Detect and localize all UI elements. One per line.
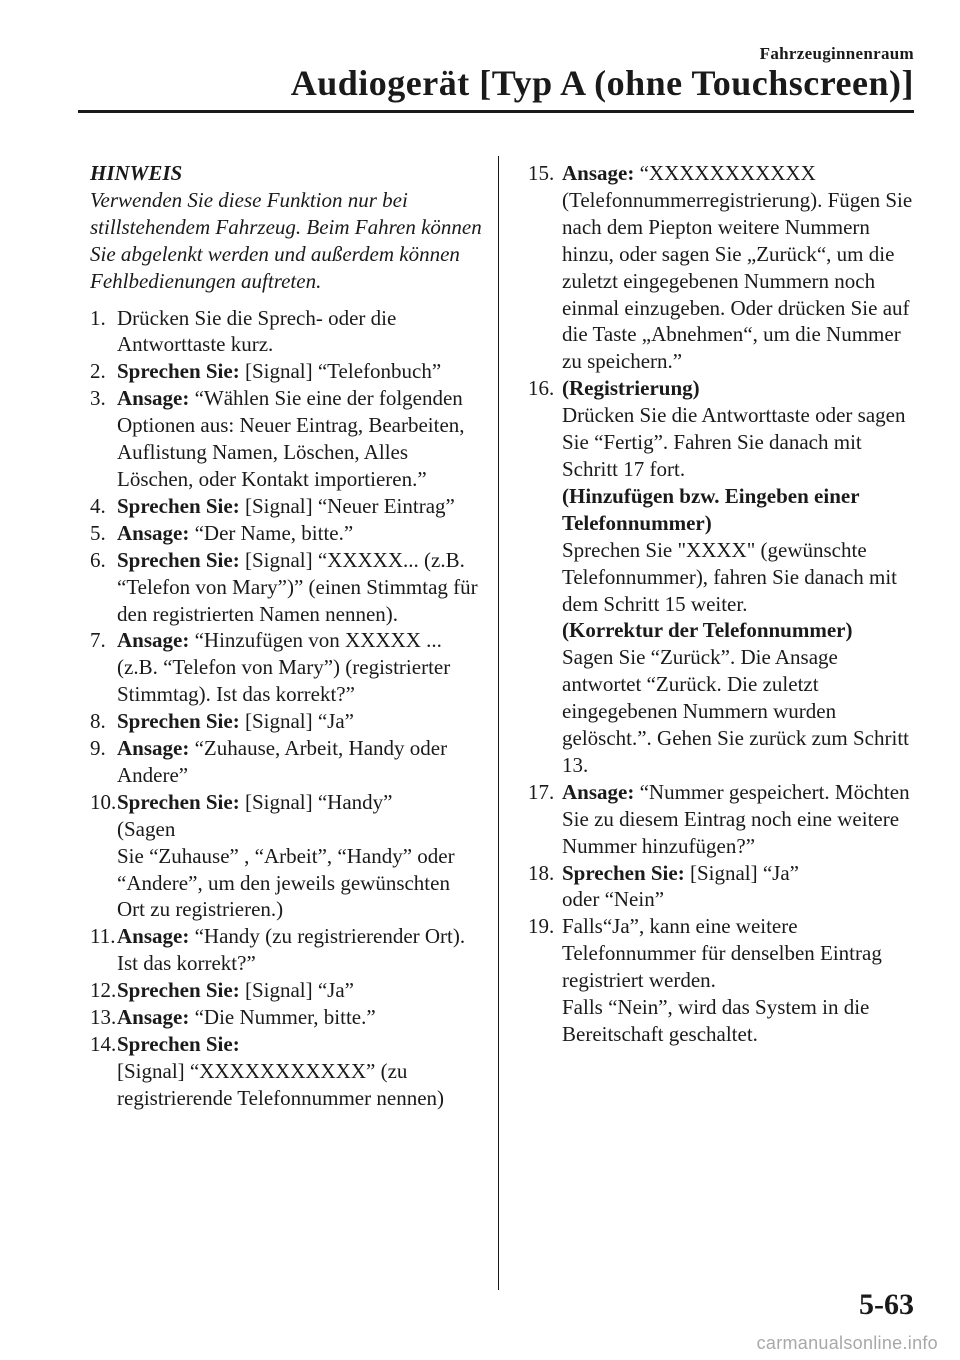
- step-number: 4.: [90, 493, 106, 518]
- step-label: Ansage:: [117, 1005, 190, 1030]
- note-title: HINWEIS: [90, 161, 183, 185]
- step-label: Sprechen Sie:: [562, 860, 685, 885]
- step-number: 17.: [528, 779, 555, 804]
- step-number: 7.: [90, 628, 106, 653]
- step-10: [90, 789, 482, 924]
- step-body: [117, 520, 482, 547]
- step-11: [90, 923, 482, 977]
- step-body: [562, 779, 920, 860]
- step-number: 14.: [90, 1032, 117, 1056]
- step-text-alt: Falls “Nein”, wird das System in die Bereitschaft geschaltet.: [562, 995, 870, 1046]
- step-7: [90, 627, 482, 708]
- step-6: [90, 547, 482, 628]
- step-text: [Signal] “XXXXX... (z.B. “Telefon von Mary”)” (einen Stimmtag für den registrierten Namen nennen).: [117, 547, 478, 626]
- step-number: 6.: [90, 547, 106, 572]
- step-label: Sprechen Sie:: [117, 359, 240, 384]
- step-text: [Signal] “Telefonbuch”: [239, 359, 442, 384]
- step-number: 9.: [90, 736, 106, 761]
- step-number: 1.: [90, 305, 106, 330]
- step-14: [90, 1031, 482, 1112]
- step-text: “XXXXXXXXXXX (Telefonnummerregistrierung). Fügen Sie nach dem Piepton weitere Nummern hinzu, oder sagen Sie „Zurück“, um die zuletzt eingegebenen Nummern noch einmal einzugeben. Oder drücken Sie auf die Taste „Abnehmen“, um die Nummer zu speichern.”: [562, 161, 913, 374]
- page-number: 5-63: [859, 1288, 914, 1321]
- step-number: 19.: [528, 914, 555, 939]
- step-subheading: (Hinzufügen bzw. Eingeben einer Telefonnummer): [562, 483, 860, 535]
- step-text: “Wählen Sie eine der folgenden Optionen aus: Neuer Eintrag, Bearbeiten, Auflistung Namen, Löschen, Alles Löschen, oder Kontakt importieren.”: [117, 386, 465, 491]
- step-3: [90, 385, 482, 493]
- step-text: Falls“Ja”, kann eine weitere Telefonnummer für denselben Eintrag registriert werden.: [562, 914, 882, 993]
- step-body: [562, 375, 920, 779]
- step-label: Ansage:: [117, 924, 190, 949]
- step-text: “Zuhause, Arbeit, Handy oder Andere”: [117, 736, 448, 787]
- right-column: [528, 160, 920, 1048]
- step-5: [90, 520, 482, 547]
- chapter-title: Audiogerät [Typ A (ohne Touchscreen)]: [290, 63, 914, 103]
- step-13: [90, 1004, 482, 1031]
- step-label: Ansage:: [562, 779, 635, 804]
- step-text: [Signal] “Neuer Eintrag”: [239, 493, 455, 518]
- step-19: [528, 913, 920, 1048]
- left-column: [90, 160, 482, 1112]
- step-body: [562, 913, 920, 1048]
- step-body: [562, 860, 920, 914]
- step-text: Sagen Sie “Zurück”. Die Ansage antwortet “Zurück. Die zuletzt eingegebenen Nummern wurden gelöscht.”. Gehen Sie zurück zum Schritt 13.: [562, 645, 909, 777]
- step-body: [562, 160, 920, 375]
- step-12: [90, 977, 482, 1004]
- step-body: [117, 923, 482, 977]
- step-number: 16.: [528, 376, 555, 401]
- step-label: Sprechen Sie:: [117, 547, 240, 572]
- step-body: [117, 358, 482, 385]
- step-2: [90, 358, 482, 385]
- header-rule: [78, 110, 914, 113]
- step-text: Drücken Sie die Antworttaste oder sagen Sie “Fertig”. Fahren Sie danach mit Schritt 17 fort.: [562, 403, 906, 481]
- column-divider: [498, 156, 499, 1290]
- step-body: [117, 385, 482, 493]
- step-number: 8.: [90, 709, 106, 734]
- step-text: “Die Nummer, bitte.”: [189, 1005, 376, 1030]
- steps-list-left: [90, 305, 482, 1112]
- step-text: [Signal] “Handy”: [239, 789, 393, 814]
- step-9: [90, 735, 482, 789]
- step-number: 2.: [90, 359, 106, 384]
- step-label: Ansage:: [117, 386, 190, 411]
- step-number: 12.: [90, 978, 117, 1003]
- note-text: Verwenden Sie diese Funktion nur bei stillstehendem Fahrzeug. Beim Fahren können Sie abgelenkt werden und außerdem können Fehlbedienungen auftreten.: [90, 187, 482, 293]
- step-label: Ansage:: [117, 520, 190, 545]
- step-number: 5.: [90, 520, 106, 545]
- step-label: Sprechen Sie:: [117, 978, 240, 1003]
- step-subheading: (Registrierung): [562, 376, 700, 401]
- step-body: [117, 977, 482, 1004]
- step-text: “Nummer gespeichert. Möchten Sie zu diesem Eintrag noch eine weitere Nummer hinzufügen?”: [562, 779, 910, 858]
- step-label: Ansage:: [117, 736, 190, 761]
- step-text-alt: oder “Nein”: [562, 887, 665, 912]
- step-body: [117, 735, 482, 789]
- step-18: [528, 860, 920, 914]
- step-number: 11.: [90, 924, 116, 949]
- step-body: [117, 708, 482, 735]
- watermark: carmanualsonline.info: [756, 1333, 938, 1353]
- step-number: 15.: [528, 161, 555, 185]
- step-subheading: (Korrektur der Telefonnummer): [562, 618, 853, 643]
- section-label: Fahrzeuginnenraum: [759, 44, 914, 63]
- step-1: [90, 305, 482, 359]
- step-label: Ansage:: [562, 161, 635, 185]
- step-note-line: (Sagen: [117, 816, 176, 841]
- step-body: [117, 627, 482, 708]
- step-16: [528, 375, 920, 779]
- step-number: 13.: [90, 1005, 117, 1030]
- step-body: [117, 547, 482, 628]
- step-text: “Hinzufügen von XXXXX ... (z.B. “Telefon von Mary”) (registrierter Stimmtag). Ist das korrekt?”: [117, 628, 451, 707]
- note-box: [90, 160, 482, 295]
- step-body: [117, 1004, 482, 1031]
- step-number: 10.: [90, 789, 117, 814]
- step-text: [Signal] “Ja”: [239, 709, 354, 734]
- step-text: “Der Name, bitte.”: [189, 520, 354, 545]
- step-15: [528, 160, 920, 375]
- step-number: 3.: [90, 386, 106, 411]
- step-8: [90, 708, 482, 735]
- step-label: Sprechen Sie:: [117, 493, 240, 518]
- step-label: Ansage:: [117, 628, 190, 653]
- step-text: [Signal] “Ja”: [239, 978, 354, 1003]
- step-body: [117, 789, 482, 924]
- step-number: 18.: [528, 860, 555, 885]
- step-body: [117, 1031, 482, 1112]
- step-note-text: Sie “Zuhause” , “Arbeit”, “Handy” oder “Andere”, um den jeweils gewünschten Ort zu registrieren.): [117, 843, 455, 922]
- step-text: “Handy (zu registrierender Ort). Ist das korrekt?”: [117, 924, 466, 976]
- step-label: Sprechen Sie:: [117, 789, 240, 814]
- steps-list-right: [528, 160, 920, 1048]
- step-label: Sprechen Sie:: [117, 709, 240, 734]
- step-body: [117, 493, 482, 520]
- step-4: [90, 493, 482, 520]
- step-text: Sprechen Sie "XXXX" (gewünschte Telefonnummer), fahren Sie danach mit dem Schritt 15 weiter.: [562, 537, 897, 616]
- step-17: [528, 779, 920, 860]
- step-text: [Signal] “XXXXXXXXXXX” (zu registrierende Telefonnummer nennen): [117, 1058, 445, 1110]
- step-text: [Signal] “Ja”: [684, 860, 799, 885]
- step-label: Sprechen Sie:: [117, 1032, 240, 1056]
- step-text: Drücken Sie die Sprech- oder die Antworttaste kurz.: [117, 305, 397, 357]
